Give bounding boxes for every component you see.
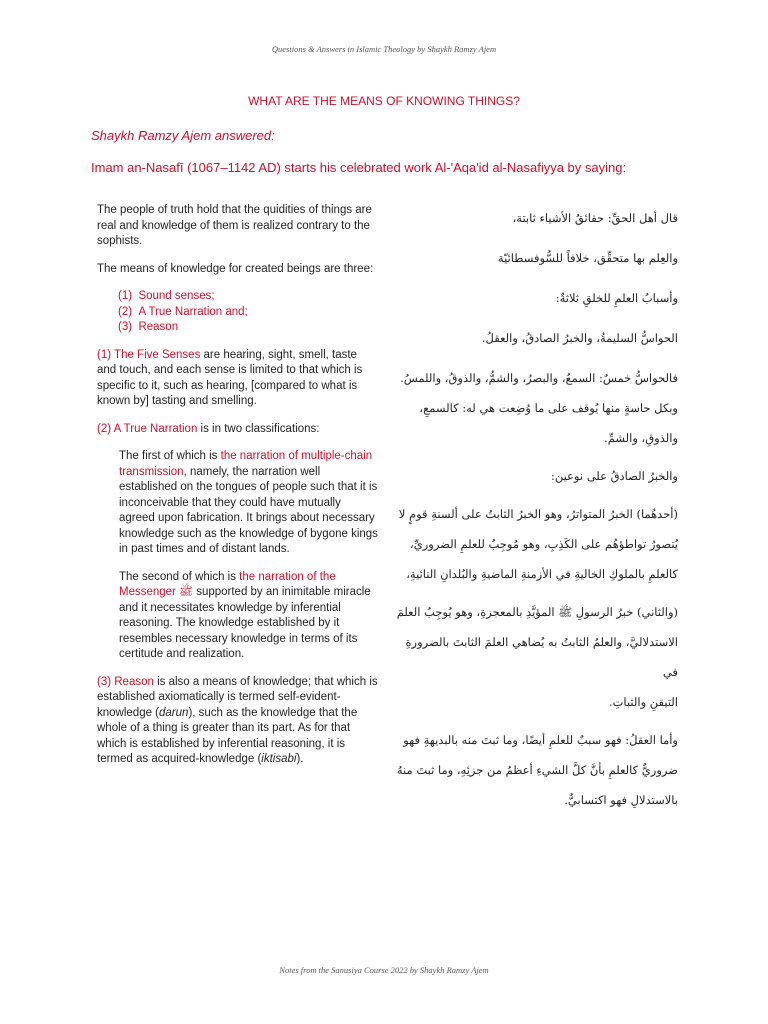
second-narration-text: supported by an inimitable miracle and it necessitates knowledge by inferential reasoning. The knowledge established by it resembles necessary knowledge in terms of its certitude and realization.: [119, 586, 371, 660]
paragraph-quidities: The people of truth hold that the quidities of things are real and knowledge of them is realized contrary to the sophists.: [97, 204, 372, 247]
second-prefix: The second of which is: [119, 570, 240, 583]
page-title: WHAT ARE THE MEANS OF KNOWING THINGS?: [248, 94, 520, 108]
reason-text-1: is also a means of knowledge; that which is established axiomatically is termed self-evident-knowledge (: [97, 675, 378, 719]
arabic-line: الحواسُّ السليمةُ، والخبرُ الصادقُ، والعقلُ.: [481, 331, 678, 345]
narration-text: is in two classifications:: [197, 422, 320, 435]
arabic-line: والعِلم بها متحقِّق، خلافاً للسُّوفسطائيّة: [497, 251, 678, 265]
list-item-number: (2): [118, 305, 133, 318]
running-footer: Notes from the Sanusiya Course 2022 by Shaykh Ramzy Ajem: [279, 965, 489, 975]
arabic-line: وأما العقلُ: فهو سببٌ للعلمِ أيضًا، وما ثبتَ منه بالبديهةِ فهو: [403, 733, 678, 747]
senses-text: are hearing, sight, smell, taste and touch, and each sense is limited to that which is specific to it, such as hearing, [compared to what is known by] tasting and smelling.: [97, 348, 363, 407]
first-narration-text: , namely, the narration well established on the tongues of people such that it is inconceivable that they could have mutually agreed upon fabrication. It brings about necessary knowledge such as the knowledge of bygone kings in past times and of distant lands.: [119, 465, 378, 555]
list-item-text: Sound senses;: [138, 290, 215, 302]
paragraph-first-narration: [97, 449, 379, 558]
arabic-column: [392, 203, 678, 815]
reason-text-3: ).: [296, 753, 304, 765]
reason-term-iktisabi: iktisabi: [261, 753, 297, 765]
arabic-line: كالعلمِ بالملوكِ الخاليةِ في الأزمنةِ الماضيةِ والبُلدانِ النائيةِ،: [406, 567, 678, 581]
list-item-text: A True Narration and;: [138, 305, 248, 318]
senses-label: (1) The Five Senses: [97, 348, 201, 361]
arabic-line: والخبرُ الصادقُ على نوعين:: [550, 469, 678, 483]
paragraph-reason: [97, 675, 379, 768]
arabic-line: الاستدلاليَّ، والعلمُ الثابتُ به يُضاهي العلمَ الثابتَ بالضرورةِ في: [405, 635, 678, 679]
arabic-line: يُتصورُ تواطؤهُم على الكَذِبِ، وهو مُوجِبٌ للعلمِ الضروريِّ،: [410, 537, 678, 551]
first-narration-label: the narration of multiple-chain transmission: [119, 450, 373, 478]
arabic-line: وبكل حاسةٍ منها يُوقف على ما وُضِعت هي له: كالسمعِ،: [419, 401, 678, 415]
arabic-line: (والثاني) خبرُ الرسولِ ﷺ المؤيَّدِ بالمعجزةِ، وهو يُوجِبُ العلمَ: [396, 605, 678, 619]
arabic-line: وأسبابُ العلمِ للخلقِ ثلاثةٌ:: [555, 291, 678, 305]
arabic-line: قال أهل الحقِّ: حقائقُ الأشياء ثابتة،: [512, 211, 678, 225]
list-item: [118, 289, 379, 305]
means-list: [97, 289, 379, 336]
arabic-line: التيقنِ والثباتِ.: [608, 695, 678, 709]
arabic-line: ضروريٌّ كالعلمِ بأنَّ كلَّ الشيءِ أعظمُ من جزئِهِ، وما ثبتَ منهُ: [396, 763, 678, 777]
answered-line: Shaykh Ramzy Ajem answered:: [91, 128, 275, 143]
english-column: [97, 203, 379, 768]
paragraph-means: The means of knowledge for created beings are three:: [97, 262, 374, 275]
list-item-number: (1): [118, 290, 133, 302]
paragraph-senses: [97, 348, 379, 410]
arabic-line: بالاستدلالِ فهو اكتسابيٌّ.: [564, 793, 678, 807]
reason-text-2: ), such as the knowledge that the whole of a thing is greater than its part. As for that which is established by inferential reasoning, it is termed as acquired-knowledge (: [97, 706, 358, 765]
paragraph-second-narration: [97, 570, 379, 663]
list-item: [118, 320, 379, 336]
list-item-text: Reason: [138, 321, 179, 333]
intro-line: Imam an-Nasafī (1067–1142 AD) starts his celebrated work Al-'Aqa'id al-Nasafiyya by saying:: [91, 160, 627, 175]
arabic-line: فالحواسُّ خمسٌ: السمعُ، والبصرُ، والشمُّ، والذوقُ، واللمسُ.: [400, 371, 678, 385]
first-prefix: The first of which is: [119, 450, 221, 462]
arabic-line: (أحدهُما) الخبرُ المتواترُ، وهو الخبرُ الثابتُ على ألسنةِ قومٍ لا: [398, 507, 678, 521]
arabic-line: والذوقِ، والشمِّ.: [604, 431, 678, 445]
reason-term-darun: darun: [159, 706, 189, 719]
list-item-number: (3): [118, 321, 133, 333]
list-item: [118, 305, 379, 321]
running-header: Questions & Answers in Islamic Theology by Shaykh Ramzy Ajem: [271, 44, 497, 54]
narration-label: (2) A True Narration: [97, 422, 198, 435]
paragraph-narration: [97, 422, 379, 438]
reason-label: (3) Reason: [97, 675, 154, 688]
second-narration-label: the narration of the Messenger ﷺ: [119, 570, 336, 598]
